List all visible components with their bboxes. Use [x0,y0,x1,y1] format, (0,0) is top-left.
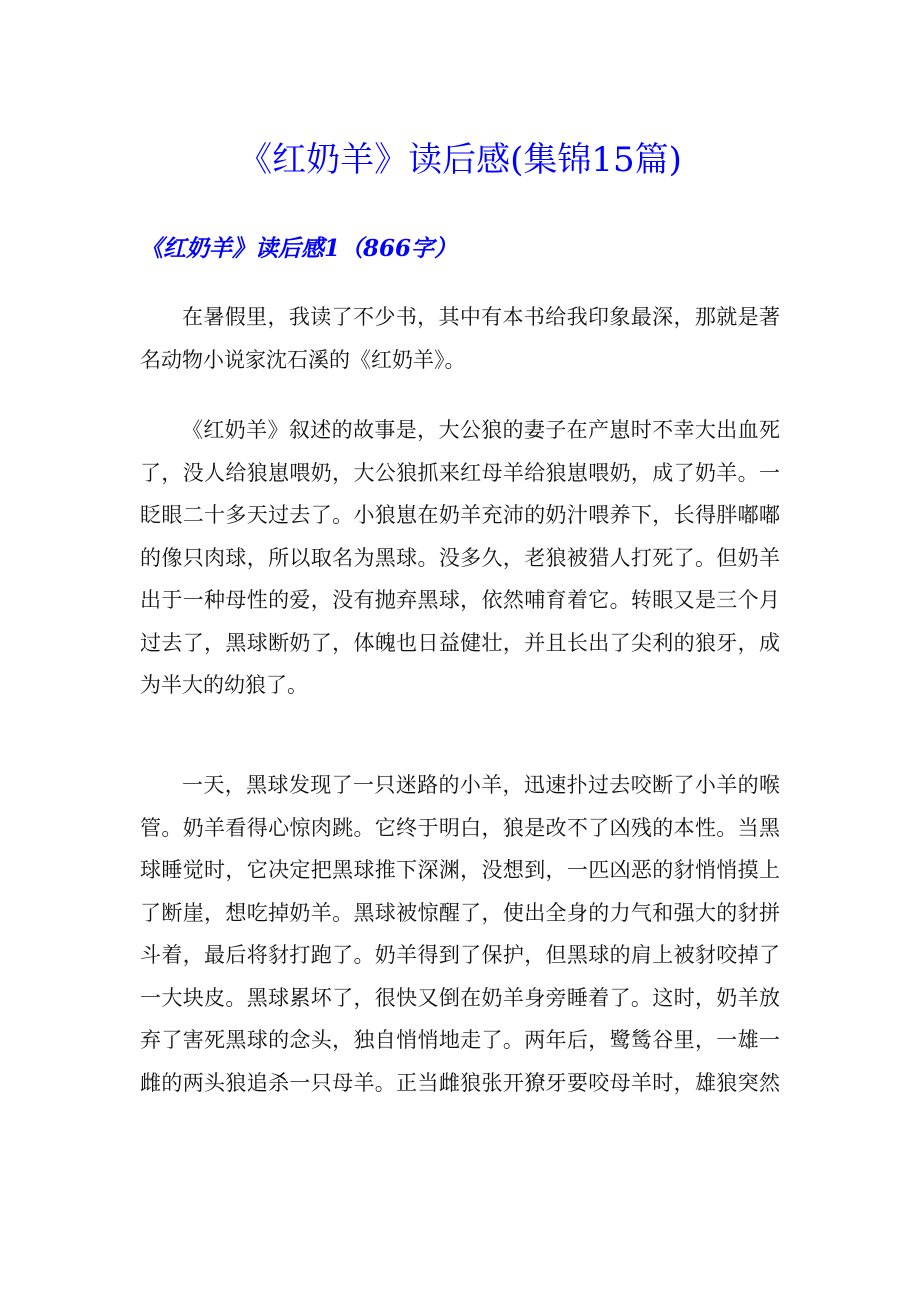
paragraph-line: 眨眼二十多天过去了。小狼崽在奶羊充沛的奶汁喂养下，长得胖嘟嘟 [140,503,780,527]
paragraph-2 [140,409,780,707]
paragraph-line: 在暑假里，我读了不少书，其中有本书给我印象最深，那就是著 [182,305,780,329]
section-heading: 《红奶羊》读后感1（866字） [140,235,458,262]
paragraph-line: 《红奶羊》叙述的故事是，大公狼的妻子在产崽时不幸大出血死 [182,418,780,442]
paragraph-line: 管。奶羊看得心惊肉跳。它终于明白，狼是改不了凶残的本性。当黑 [140,815,780,840]
paragraph-1 [140,296,780,381]
paragraph-line: 过去了，黑球断奶了，体魄也日益健壮，并且长出了尖利的狼牙，成 [140,630,780,655]
paragraph-line: 弃了害死黑球的念头，独自悄悄地走了。两年后，鹭鸶谷里，一雄一 [140,1028,780,1052]
paragraph-line: 了断崖，想吃掉奶羊。黑球被惊醒了，使出全身的力气和强大的豺拼 [140,900,780,925]
paragraph-3 [140,764,780,1104]
paragraph-line: 一大块皮。黑球累坏了，很快又倒在奶羊身旁睡着了。这时，奶羊放 [140,985,780,1010]
paragraph-line: 的像只肉球，所以取名为黑球。没多久，老狼被猎人打死了。但奶羊 [140,545,780,570]
document-title: 《红奶羊》读后感(集锦15篇) [238,140,682,180]
paragraph-line: 一天，黑球发现了一只迷路的小羊，迅速扑过去咬断了小羊的喉 [182,773,780,797]
paragraph-line: 雌的两头狼追杀一只母羊。正当雌狼张开獠牙要咬母羊时，雄狼突然 [140,1070,780,1095]
paragraph-line: 出于一种母性的爱，没有抛弃黑球，依然哺育着它。转眼又是三个月 [140,588,780,612]
paragraph-line: 斗着，最后将豺打跑了。奶羊得到了保护，但黑球的肩上被豺咬掉了 [140,943,780,967]
paragraph-line: 球睡觉时，它决定把黑球推下深渊，没想到，一匹凶恶的豺悄悄摸上 [140,858,780,882]
paragraph-line: 了，没人给狼崽喂奶，大公狼抓来红母羊给狼崽喂奶，成了奶羊。一 [140,460,780,485]
paragraph-line: 为半大的幼狼了。 [140,673,308,697]
paragraph-line: 名动物小说家沈石溪的《红奶羊》。 [140,347,466,372]
